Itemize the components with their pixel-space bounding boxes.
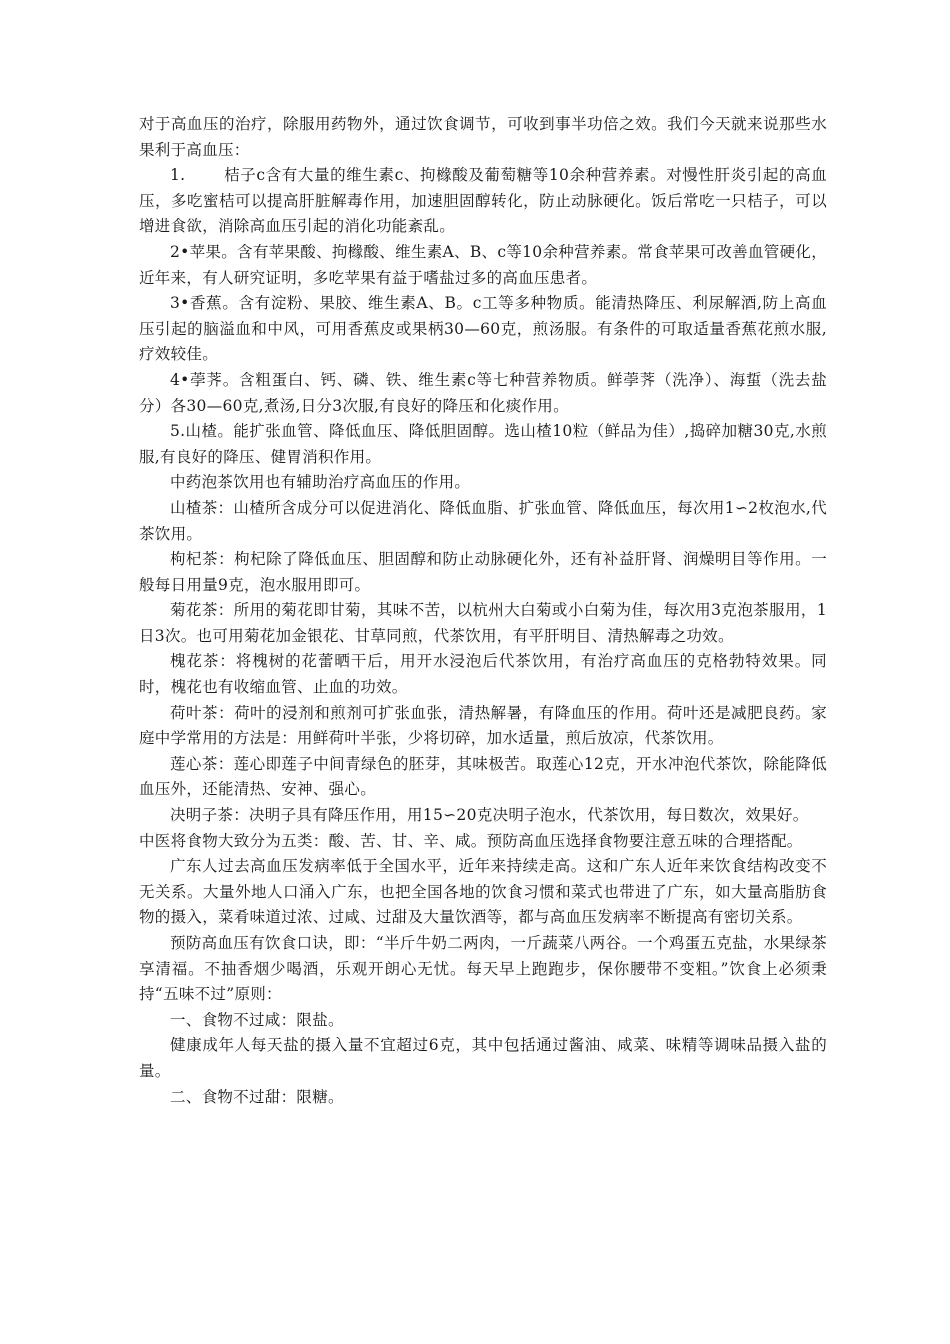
paragraph-cassia-seed-tea: 决明子茶：决明子具有降压作用，用15∽20克决明子泡水，代茶饮用，每日数次，效果好。	[170, 806, 809, 825]
paragraph-guangdong: 广东人过去高血压发病率低于全国水平，近年来持续走高。这和广东人近年来饮食结构改变不无关系。大量外地人口涌入广东，也把全国各地的饮食习惯和菜式也带进了广东，如大量高脂肪食物的摄入，菜肴味道过浓、过咸、过甜及大量饮酒等，都与高血压发病率不断提高有密切关系。	[139, 857, 827, 927]
paragraph-rule-salt-detail: 健康成年人每天盐的摄入量不宜超过6克，其中包括通过酱油、咸菜、味精等调味品摄入盐的量。	[139, 1036, 827, 1080]
paragraph-hawthorn: 5.山楂。能扩张血管、降低血压、降低胆固醇。选山楂10粒（鲜品为佳）,捣碎加糖30克,水煎服,有良好的降压、健胃消积作用。	[139, 422, 827, 466]
paragraph-goji-tea: 枸杞茶：枸杞除了降低血压、胆固醇和防止动脉硬化外，还有补益肝肾、润燥明目等作用。一般每日用量9克，泡水服用即可。	[139, 550, 827, 594]
paragraph-water-chestnut: 4•荸荠。含粗蛋白、钙、磷、铁、维生素c等七种营养物质。鲜荸荠（洗净）、海蜇（洗去盐分）各30—60克,煮汤,日分3次服,有良好的降压和化痰作用。	[139, 370, 827, 415]
paragraph-rule-sugar-heading: 二、食物不过甜：限糖。	[170, 1087, 344, 1106]
paragraph-sophora-tea: 槐花茶：将槐树的花蕾晒干后，用开水浸泡后代茶饮用，有治疗高血压的克格勃特效果。同时，槐花也有收缩血管、止血的功效。	[139, 652, 827, 697]
paragraph-lotus-heart-tea: 莲心茶：莲心即莲子中间青绿色的胚芽，其味极苦。取莲心12克，开水冲泡代茶饮，除能降低血压外，还能清热、安神、强心。	[139, 754, 827, 799]
paragraph-hawthorn-tea: 山楂茶：山楂所含成分可以促进消化、降低血脂、扩张血管、降低血压，每次用1∽2枚泡水,代茶饮用。	[139, 498, 827, 543]
document-body	[139, 112, 827, 1110]
paragraph-intro: 对于高血压的治疗，除服用药物外，通过饮食调节，可收到事半功倍之效。我们今天就来说那些水果利于高血压：	[139, 115, 827, 159]
paragraph-apple: 2•苹果。含有苹果酸、拘橼酸、维生素A、B、c等10余种营养素。常食苹果可改善血管硬化，近年来，有人研究证明，多吃苹果有益于嗜盐过多的高血压患者。	[139, 242, 827, 287]
paragraph-chrysanthemum-tea: 菊花茶：所用的菊花即甘菊，其味不苦，以杭州大白菊或小白菊为佳，每次用3克泡茶服用，1日3次。也可用菊花加金银花、甘草同煎，代茶饮用，有平肝明目、清热解毒之功效。	[139, 601, 827, 645]
paragraph-five-flavors: 中医将食物大致分为五类：酸、苦、甘、辛、咸。预防高血压选择食物要注意五味的合理搭配。	[139, 831, 803, 850]
paragraph-diet-rhyme: 预防高血压有饮食口诀，即：“半斤牛奶二两肉，一斤蔬菜八两谷。一个鸡蛋五克盐，水果绿茶享清福。不抽香烟少喝酒，乐观开朗心无忧。每天早上跑跑步，保你腰带不变粗。”饮食上必须秉持“五味不过”原则：	[139, 934, 827, 1004]
paragraph-rule-salt-heading: 一、食物不过咸：限盐。	[170, 1010, 344, 1029]
paragraph-lotus-leaf-tea: 荷叶茶：荷叶的浸剂和煎剂可扩张血张，清热解暑，有降血压的作用。荷叶还是减肥良药。家庭中学常用的方法是：用鲜荷叶半张，少将切碎，加水适量，煎后放凉，代茶饮用。	[139, 703, 827, 748]
paragraph-banana: 3•香蕉。含有淀粉、果胶、维生素A、B。c工等多种物质。能清热降压、利尿解酒,防上高血压引起的脑溢血和中风，可用香蕉皮或果柄30—60克，煎汤服。有条件的可取适量香蕉花煎水服,疗效较佳。	[139, 294, 827, 364]
paragraph-herbal-tea-intro: 中药泡茶饮用也有辅助治疗高血压的作用。	[170, 473, 471, 492]
paragraph-orange: 1. 桔子c含有大量的维生素c、拘橼酸及葡萄糖等10余种营养素。对慢性肝炎引起的高血压，多吃蜜桔可以提高肝脏解毒作用，加速胆固醇转化，防止动脉硬化。饭后常吃一只桔子，可以增进食欲，消除高血压引起的消化功能紊乱。	[139, 166, 827, 236]
